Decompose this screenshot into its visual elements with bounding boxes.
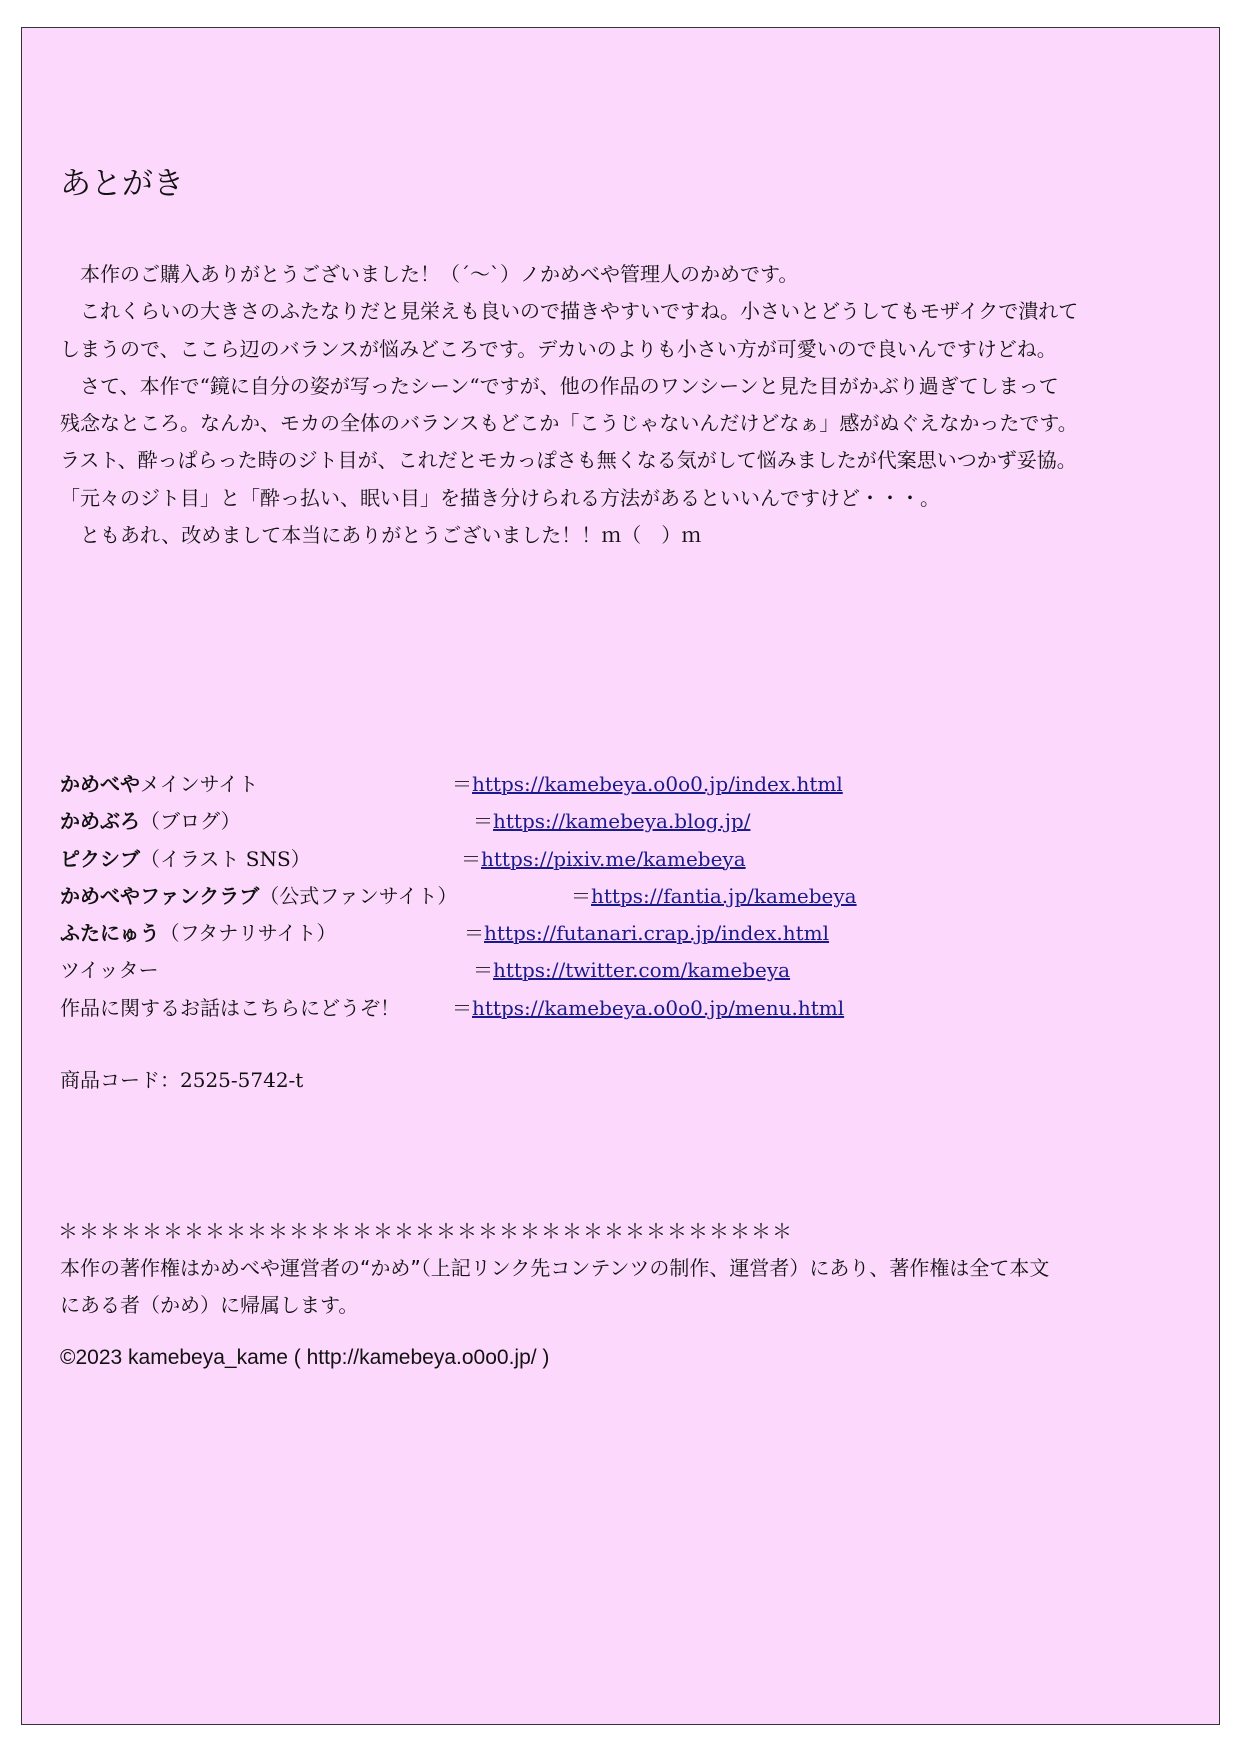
link-separator: ＝: [452, 772, 472, 796]
link-separator: ＝: [571, 883, 591, 908]
body-line: 残念なところ。なんか、モカの全体のバランスもどこか「こうじゃないんだけどなぁ」感がぬぐえなかったです。: [60, 411, 1078, 436]
blog-link[interactable]: https://kamebeya.blog.jp/: [493, 809, 751, 834]
link-desc: メインサイト: [140, 772, 259, 796]
link-desc: （ブログ）: [140, 809, 241, 834]
copyright-notice-line: にある者（かめ）に帰属します。: [60, 1293, 359, 1318]
pixiv-link[interactable]: https://pixiv.me/kamebeya: [481, 846, 746, 871]
link-separator: ＝: [464, 921, 484, 946]
afterword-body: [60, 256, 1190, 554]
contact-link[interactable]: https://kamebeya.o0o0.jp/menu.html: [472, 995, 845, 1020]
link-name: かめべや: [60, 772, 140, 796]
link-name: かめべやファンクラブ: [60, 883, 260, 908]
main-site-link[interactable]: https://kamebeya.o0o0.jp/index.html: [472, 772, 843, 796]
link-separator: ＝: [452, 995, 472, 1020]
link-desc: （フタナリサイト）: [159, 921, 337, 946]
link-desc: （イラスト SNS）: [140, 846, 311, 871]
page-title: あとがき: [60, 166, 184, 202]
twitter-link[interactable]: https://twitter.com/kamebeya: [493, 958, 791, 983]
body-line: しまうので、ここら辺のバランスが悩みどころです。デカいのよりも小さい方が可愛いので良いんですけどね。: [60, 336, 1057, 361]
link-name: ふたにゅう: [60, 921, 160, 946]
body-line: ラスト、酔っぱらった時のジト目が、これだとモカっぽさも無くなる気がして悩みましたが代案思いつかず妥協。: [60, 448, 1077, 473]
document-page: [21, 27, 1220, 1725]
link-row-pixiv: [60, 841, 1200, 878]
link-name: かめぶろ: [60, 809, 140, 834]
copyright-notice: [60, 1250, 1185, 1325]
product-code: 商品コード：2525-5742-t: [60, 1068, 304, 1092]
link-desc: ツイッター: [60, 958, 159, 983]
body-line: これくらいの大きさのふたなりだと見栄えも良いので描きやすいですね。小さいとどうしてもモザイクで潰れて: [60, 299, 1079, 324]
link-separator: ＝: [461, 846, 481, 871]
link-row-contact: [60, 990, 1200, 1027]
body-line: ともあれ、改めまして本当にありがとうございました！！ｍ（ ）ｍ: [60, 523, 702, 548]
copyright-line: ©2023 kamebeya_kame ( http://kamebeya.o0o0.jp/ ): [60, 1346, 550, 1369]
link-separator: ＝: [473, 958, 493, 983]
link-desc: （公式ファンサイト）: [259, 883, 458, 908]
link-row-blog: [60, 803, 1200, 840]
link-separator: ＝: [473, 809, 493, 834]
asterisk-divider: ＊＊＊＊＊＊＊＊＊＊＊＊＊＊＊＊＊＊＊＊＊＊＊＊＊＊＊＊＊＊＊＊＊＊＊: [58, 1219, 793, 1243]
body-line: 「元々のジト目」と「酔っ払い、眠い目」を描き分けられる方法があるといいんですけど・・・。: [60, 485, 940, 510]
futanari-link[interactable]: https://futanari.crap.jp/index.html: [484, 921, 830, 946]
link-name: ピクシブ: [60, 846, 140, 871]
link-row-futanari: [60, 915, 1200, 952]
link-list: [60, 766, 1200, 1027]
body-line: 本作のご購入ありがとうございました！（´～`）ノかめべや管理人のかめです。: [60, 262, 799, 286]
body-line: さて、本作で“鏡に自分の姿が写ったシーン“ですが、他の作品のワンシーンと見た目がかぶり過ぎてしまって: [60, 373, 1059, 398]
fantia-link[interactable]: https://fantia.jp/kamebeya: [591, 883, 857, 908]
copyright-notice-line: 本作の著作権はかめべや運営者の“かめ”（上記リンク先コンテンツの制作、運営者）にあり、著作権は全て本文: [60, 1256, 1050, 1280]
link-row-twitter: [60, 952, 1200, 989]
link-row-fanclub: [60, 878, 1200, 915]
link-row-main-site: [60, 766, 1200, 803]
link-desc: 作品に関するお話はこちらにどうぞ！: [60, 995, 400, 1020]
